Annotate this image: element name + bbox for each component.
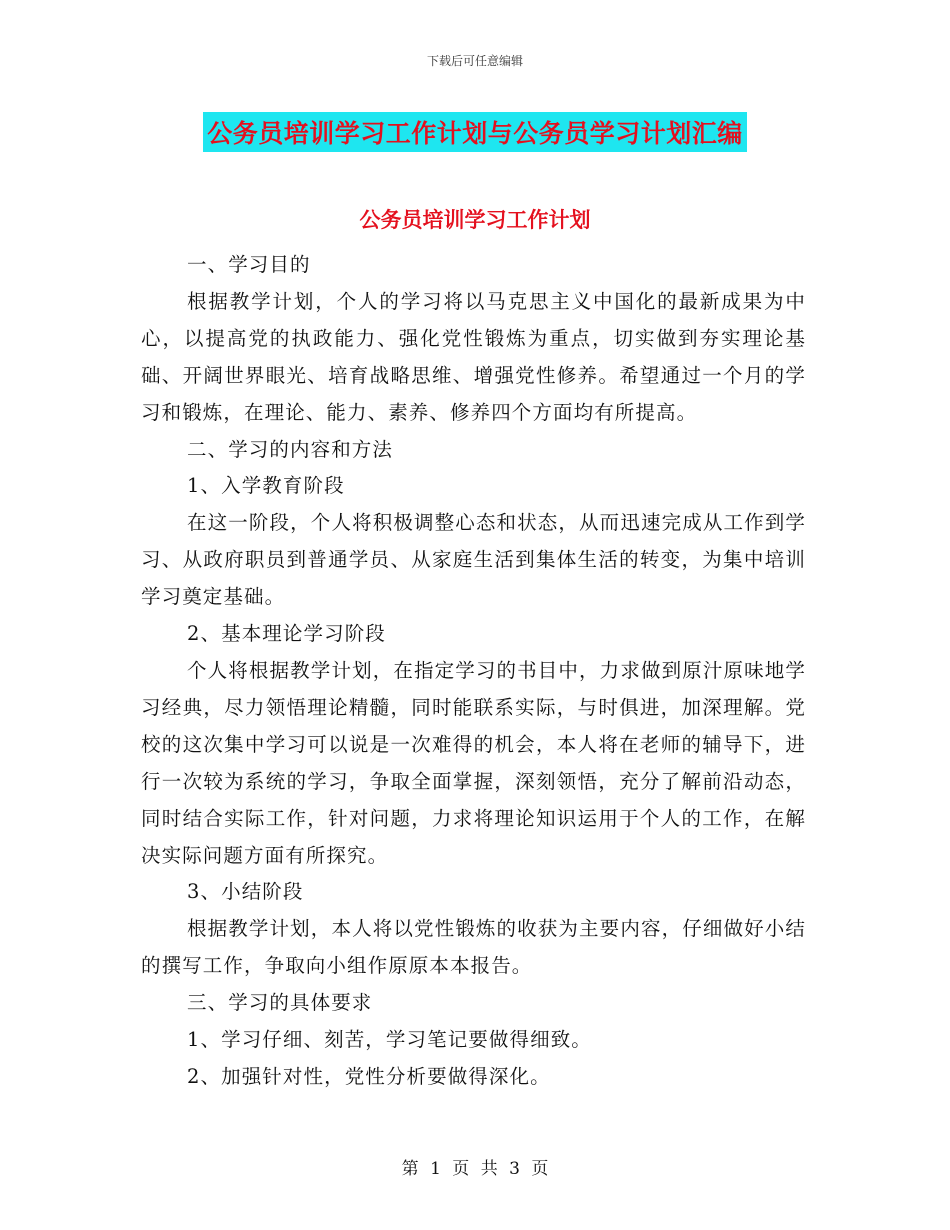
paragraph-stage-1: 在这一阶段，个人将积极调整心态和状态，从而迅速完成从工作到学习、从政府职员到普通学员、从家庭生活到集体生活的转变，为集中培训学习奠定基础。	[141, 511, 806, 609]
document-body	[141, 247, 806, 1096]
requirement-2: 2、加强针对性，党性分析要做得深化。	[187, 1064, 551, 1088]
heading-content-and-method: 二、学习的内容和方法	[187, 437, 394, 461]
page-number: 第 1 页 共 3 页	[401, 1159, 549, 1179]
requirement-1: 1、学习仔细、刻苦，学习笔记要做得细致。	[187, 1028, 592, 1052]
section-title: 公务员培训学习工作计划	[359, 208, 591, 232]
header-note: 下载后可任意编辑	[426, 54, 523, 68]
paragraph-learning-purpose: 根据教学计划，个人的学习将以马克思主义中国化的最新成果为中心，以提高党的执政能力、强化党性锻炼为重点，切实做到夯实理论基础、开阔世界眼光、培育战略思维、增强党性修养。希望通过一个月的学习和锻炼，在理论、能力、素养、修养四个方面均有所提高。	[141, 289, 806, 424]
main-title-text: 公务员培训学习工作计划与公务员学习计划汇编	[203, 112, 747, 152]
heading-stage-1: 1、入学教育阶段	[187, 474, 345, 498]
document-main-title	[0, 112, 950, 152]
paragraph-stage-2: 个人将根据教学计划，在指定学习的书目中，力求做到原汁原味地学习经典，尽力领悟理论精髓，同时能联系实际，与时俱进，加深理解。党校的这次集中学习可以说是一次难得的机会，本人将在老师的辅导下，进行一次较为系统的学习，争取全面掌握，深刻领悟，充分了解前沿动态，同时结合实际工作，针对问题，力求将理论知识运用于个人的工作，在解决实际问题方面有所探究。	[141, 658, 806, 867]
heading-stage-2: 2、基本理论学习阶段	[187, 622, 386, 646]
heading-learning-purpose: 一、学习目的	[187, 253, 311, 276]
heading-requirements: 三、学习的具体要求	[187, 991, 373, 1015]
heading-stage-3: 3、小结阶段	[187, 880, 304, 904]
paragraph-stage-3: 根据教学计划，本人将以党性锻炼的收获为主要内容，仔细做好小结的撰写工作，争取向小组作原原本本报告。	[141, 917, 806, 978]
